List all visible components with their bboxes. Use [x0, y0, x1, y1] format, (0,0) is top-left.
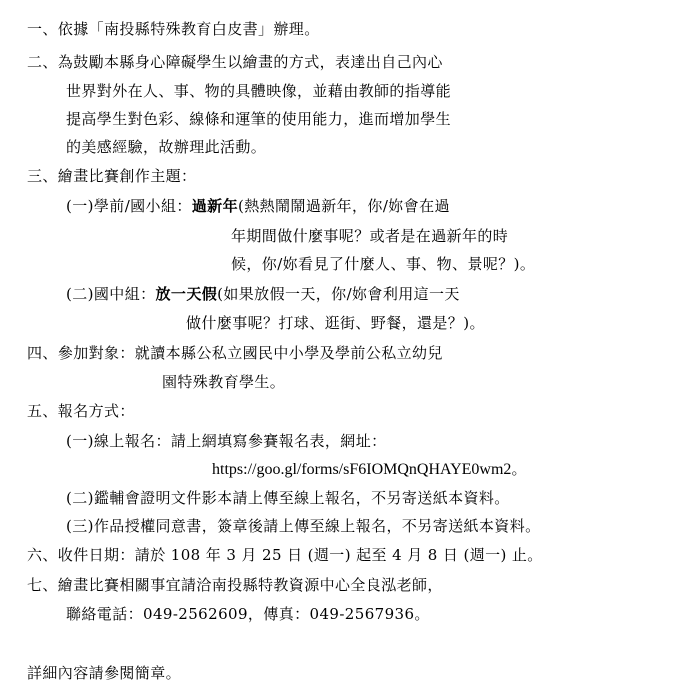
- section-3-2-line-1: [66, 284, 460, 304]
- registration-url[interactable]: https://goo.gl/forms/sF6IOMQnQHAYE0wm2: [212, 461, 512, 478]
- section-3-2-theme: 放一天假: [155, 285, 218, 303]
- section-3-heading: 三、繪畫比賽創作主題：: [27, 167, 197, 185]
- section-1: 一、依據「南投縣特殊教育白皮書」辦理。: [27, 20, 320, 38]
- footer-note: 詳細內容請參閱簡章。: [27, 664, 182, 682]
- section-3-2-prefix: (二)國中組：: [66, 285, 156, 303]
- section-3-2-line-2: 做什麼事呢？打球、逛街、野餐，還是？)。: [186, 314, 485, 332]
- section-3-1-prefix: (一)學前/國小組：: [66, 197, 192, 215]
- section-4-line-1: 四、參加對象：就讀本縣公私立國民中小學及學前公私立幼兒: [27, 344, 443, 362]
- section-5-url-line: [212, 459, 527, 480]
- section-2-line-4: 的美感經驗，故辦理此活動。: [66, 138, 267, 156]
- section-3-1-line-2: 年期間做什麼事呢？或者是在過新年的時: [231, 227, 509, 245]
- section-3-1-line-3: 候，你/妳看見了什麼人、事、物、景呢？)。: [231, 255, 536, 273]
- section-3-1-line-1: [66, 196, 450, 216]
- section-3-1-theme: 過新年: [191, 197, 238, 215]
- section-5-url-end: 。: [511, 460, 527, 478]
- section-3-1-text-1: (熱熱鬧鬧過新年，你/妳會在過: [237, 197, 450, 215]
- section-3-2-text-1: (如果放假一天，你/妳會利用這一天: [217, 285, 460, 303]
- section-2-line-1: 二、為鼓勵本縣身心障礙學生以繪畫的方式，表達出自己內心: [27, 53, 443, 71]
- section-6: 六、收件日期：請於 108 年 3 月 25 日 (週一) 起至 4 月 8 日 (週一) 止。: [27, 546, 543, 564]
- section-2-line-2: 世界對外在人、事、物的具體映像，並藉由教師的指導能: [66, 82, 452, 100]
- section-5-heading: 五、報名方式：: [27, 402, 135, 420]
- section-7-line-1: 七、繪畫比賽相關事宜請洽南投縣特教資源中心全良泓老師，: [27, 576, 443, 594]
- section-5-1: (一)線上報名：請上網填寫參賽報名表，網址：: [66, 432, 387, 450]
- section-5-2: (二)鑑輔會證明文件影本請上傳至線上報名，不另寄送紙本資料。: [66, 489, 510, 507]
- section-2-line-3: 提高學生對色彩、線條和運筆的使用能力，進而增加學生: [66, 110, 452, 128]
- section-7-line-2: 聯絡電話：049-2562609，傳真：049-2567936。: [66, 605, 430, 623]
- section-5-3: (三)作品授權同意書，簽章後請上傳至線上報名，不另寄送紙本資料。: [66, 517, 541, 535]
- section-4-line-2: 園特殊教育學生。: [162, 373, 286, 391]
